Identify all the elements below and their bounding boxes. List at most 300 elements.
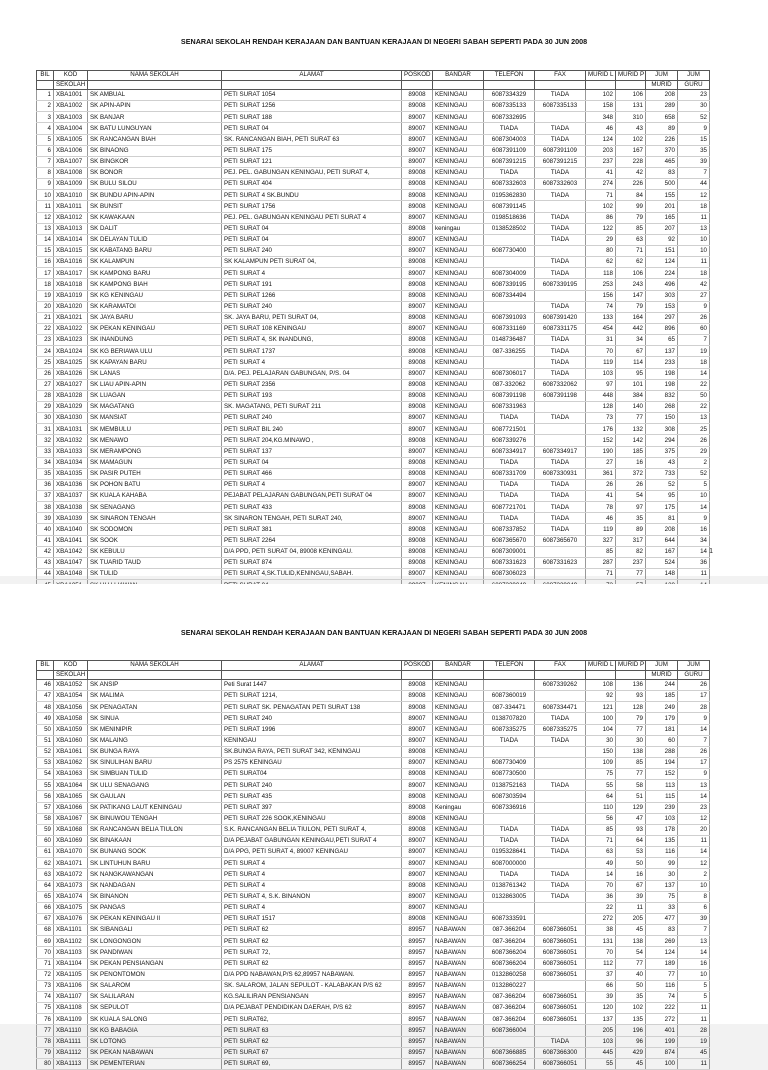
cell-jum-murid: 175 (646, 502, 678, 513)
cell-poskod: 89957 (402, 1058, 433, 1069)
cell-bil: 40 (37, 524, 54, 535)
cell-alamat: SK. RANCANGAN BIAH, PETI SURAT 63 (222, 134, 402, 145)
cell-jum-murid: 189 (646, 958, 678, 969)
cell-bandar: KENINGAU (433, 179, 484, 190)
cell-murid-l: 66 (586, 980, 616, 991)
cell-jum-guru: 13 (678, 936, 710, 947)
cell-jum-guru: 52 (678, 112, 710, 123)
table-row (37, 435, 710, 446)
cell-murid-p: 54 (616, 947, 646, 958)
cell-telefon: 6087303594 (484, 791, 535, 802)
cell-jum-murid: 269 (646, 936, 678, 947)
cell-kod-sekolah: XBA1037 (54, 491, 88, 502)
cell-alamat: PETI SURAT 435 (222, 791, 402, 802)
cell-murid-l: 119 (586, 357, 616, 368)
cell-fax: 6087334917 (535, 446, 586, 457)
cell-bandar: KENINGAU (433, 424, 484, 435)
cell-nama-sekolah: SK MANSIAT (88, 413, 222, 424)
cell-murid-p: 84 (616, 190, 646, 201)
cell-telefon: TIADA (484, 491, 535, 502)
cell-poskod: 89008 (402, 557, 433, 568)
table-row (37, 491, 710, 502)
cell-bandar: KENINGAU (433, 312, 484, 323)
cell-poskod: 89008 (402, 167, 433, 178)
cell-murid-l: 361 (586, 468, 616, 479)
cell-fax (535, 546, 586, 557)
cell-kod-sekolah: XBA1063 (54, 769, 88, 780)
cell-bandar: KENINGAU (433, 201, 484, 212)
cell-poskod: 89008 (402, 435, 433, 446)
table-header-row (37, 71, 710, 81)
cell-telefon: 6087360019 (484, 691, 535, 702)
cell-bandar: KENINGAU (433, 569, 484, 580)
header-fax: FAX (535, 71, 586, 81)
cell-murid-l: 108 (586, 680, 616, 691)
cell-kod-sekolah: XBA1056 (54, 702, 88, 713)
cell-alamat: PS 2575 KENINGAU (222, 757, 402, 768)
cell-kod-sekolah: XBA1066 (54, 802, 88, 813)
cell-alamat: PETI SURAT 397 (222, 802, 402, 813)
cell-kod-sekolah: XBA1011 (54, 201, 88, 212)
cell-poskod: 89007 (402, 858, 433, 869)
cell-murid-l: 49 (586, 858, 616, 869)
cell-jum-murid: 268 (646, 401, 678, 412)
cell-kod-sekolah: XBA1102 (54, 936, 88, 947)
cell-murid-p: 16 (616, 457, 646, 468)
cell-fax: TIADA (535, 524, 586, 535)
cell-bandar: KENINGAU (433, 413, 484, 424)
cell-nama-sekolah: SK RANCANGAN BELIA TIULON (88, 824, 222, 835)
cell-jum-guru: 22 (678, 379, 710, 390)
cell-poskod: 89957 (402, 991, 433, 1002)
cell-kod-sekolah: XBA1111 (54, 1036, 88, 1047)
cell-murid-p: 77 (616, 769, 646, 780)
cell-telefon: 087-366204 (484, 1003, 535, 1014)
cell-murid-p: 106 (616, 90, 646, 101)
cell-fax: TIADA (535, 368, 586, 379)
cell-kod-sekolah: XBA1068 (54, 824, 88, 835)
cell-telefon: 6087306017 (484, 368, 535, 379)
table-body (37, 680, 710, 1070)
cell-nama-sekolah: SK SINARON TENGAH (88, 513, 222, 524)
cell-bandar: KENINGAU (433, 446, 484, 457)
cell-kod-sekolah: XBA1035 (54, 468, 88, 479)
cell-jum-guru: 18 (678, 268, 710, 279)
cell-murid-p: 45 (616, 925, 646, 936)
cell-bandar: KENINGAU (433, 479, 484, 490)
cell-nama-sekolah: SK LOTONG (88, 1036, 222, 1047)
cell-jum-murid: 297 (646, 312, 678, 323)
cell-alamat: PETI SURAT 63 (222, 1025, 402, 1036)
cell-nama-sekolah: SK BUNANG SOOK (88, 847, 222, 858)
cell-bandar: KENINGAU (433, 824, 484, 835)
cell-telefon: 6087000000 (484, 858, 535, 869)
cell-telefon (484, 257, 535, 268)
cell-poskod: 89008 (402, 357, 433, 368)
cell-bil: 18 (37, 279, 54, 290)
cell-fax (535, 245, 586, 256)
cell-bil: 60 (37, 835, 54, 846)
cell-jum-murid: 83 (646, 167, 678, 178)
cell-telefon: 6087334329 (484, 90, 535, 101)
cell-bandar: KENINGAU (433, 457, 484, 468)
cell-bil: 30 (37, 413, 54, 424)
cell-bandar: KENINGAU (433, 190, 484, 201)
cell-kod-sekolah: XBA1021 (54, 312, 88, 323)
header-jum-guru-2: GURU (678, 80, 710, 90)
cell-bandar: KENINGAU (433, 535, 484, 546)
cell-nama-sekolah: SK PENAGATAN (88, 702, 222, 713)
cell-jum-guru: 11 (678, 212, 710, 223)
cell-poskod: 89007 (402, 301, 433, 312)
table-row (37, 1047, 710, 1058)
cell-poskod: 89008 (402, 312, 433, 323)
cell-telefon: 6087304009 (484, 268, 535, 279)
cell-kod-sekolah: XBA1072 (54, 869, 88, 880)
cell-kod-sekolah: XBA1001 (54, 90, 88, 101)
cell-murid-l: 80 (586, 245, 616, 256)
cell-bandar: KENINGAU (433, 847, 484, 858)
table-row (37, 546, 710, 557)
cell-poskod: 89008 (402, 390, 433, 401)
cell-jum-murid: 874 (646, 1047, 678, 1058)
cell-murid-l: 156 (586, 290, 616, 301)
header-poskod-2 (402, 670, 433, 680)
cell-jum-murid: 288 (646, 746, 678, 757)
table-row (37, 401, 710, 412)
cell-murid-l: 36 (586, 891, 616, 902)
cell-fax: TIADA (535, 413, 586, 424)
cell-fax: TIADA (535, 212, 586, 223)
cell-jum-murid: 303 (646, 290, 678, 301)
cell-kod-sekolah: XBA1015 (54, 245, 88, 256)
cell-murid-l: 131 (586, 936, 616, 947)
cell-alamat: SK SINARON TENGAH, PETI SURAT 240, (222, 513, 402, 524)
cell-jum-guru: 11 (678, 1003, 710, 1014)
cell-murid-p: 34 (616, 335, 646, 346)
cell-fax (535, 791, 586, 802)
cell-murid-p: 40 (616, 969, 646, 980)
cell-jum-guru: 26 (678, 746, 710, 757)
table-row (37, 1025, 710, 1036)
cell-alamat: D/A PPG, PETI SURAT 4, 89007 KENINGAU (222, 847, 402, 858)
cell-alamat: PETI SURAT 874 (222, 557, 402, 568)
cell-bil: 75 (37, 1003, 54, 1014)
cell-jum-murid: 733 (646, 468, 678, 479)
cell-murid-l: 92 (586, 691, 616, 702)
cell-jum-guru: 25 (678, 424, 710, 435)
cell-murid-l: 445 (586, 1047, 616, 1058)
cell-fax: 6087331175 (535, 323, 586, 334)
cell-fax (535, 858, 586, 869)
cell-poskod: 89007 (402, 724, 433, 735)
cell-bil: 65 (37, 891, 54, 902)
header-poskod-2 (402, 80, 433, 90)
cell-fax (535, 746, 586, 757)
cell-nama-sekolah: SK LINTUHUN BARU (88, 858, 222, 869)
cell-nama-sekolah: SK MENINIPIR (88, 724, 222, 735)
cell-fax: TIADA (535, 880, 586, 891)
table-row (37, 234, 710, 245)
cell-fax: TIADA (535, 357, 586, 368)
cell-jum-guru: 12 (678, 858, 710, 869)
cell-murid-p: 53 (616, 847, 646, 858)
cell-murid-l: 152 (586, 435, 616, 446)
cell-murid-p: 85 (616, 223, 646, 234)
cell-nama-sekolah: SK KUALA KAHABA (88, 491, 222, 502)
cell-nama-sekolah: SK SALAROM (88, 980, 222, 991)
cell-telefon: 6087730500 (484, 769, 535, 780)
cell-fax: TIADA (535, 234, 586, 245)
cell-murid-l: 128 (586, 401, 616, 412)
cell-alamat: PETI SURAT 121 (222, 156, 402, 167)
cell-murid-l: 158 (586, 101, 616, 112)
cell-fax: 6087391109 (535, 145, 586, 156)
cell-kod-sekolah: XBA1026 (54, 368, 88, 379)
cell-telefon: 0138752163 (484, 780, 535, 791)
header-nama-2 (88, 80, 222, 90)
cell-nama-sekolah: SK ANSIP (88, 680, 222, 691)
cell-murid-l: 27 (586, 457, 616, 468)
cell-telefon: 6087331623 (484, 557, 535, 568)
cell-alamat: PETI SURAT 240 (222, 301, 402, 312)
cell-alamat: PETI SURAT 1214, (222, 691, 402, 702)
cell-fax: TIADA (535, 268, 586, 279)
cell-fax: 6087366051 (535, 1014, 586, 1025)
cell-poskod: 89008 (402, 379, 433, 390)
cell-alamat: PETI SURAT 240 (222, 780, 402, 791)
cell-murid-l: 119 (586, 524, 616, 535)
cell-kod-sekolah: XBA1073 (54, 880, 88, 891)
cell-jum-guru: 11 (678, 835, 710, 846)
cell-jum-guru: 11 (678, 257, 710, 268)
cell-bil: 25 (37, 357, 54, 368)
cell-bil: 70 (37, 947, 54, 958)
cell-jum-murid: 375 (646, 446, 678, 457)
cell-telefon: TIADA (484, 835, 535, 846)
cell-poskod: 89957 (402, 1047, 433, 1058)
cell-bandar: KENINGAU (433, 491, 484, 502)
cell-nama-sekolah: SK SIMBUAN TULID (88, 769, 222, 780)
header-murid-l-2 (586, 80, 616, 90)
cell-bil: 1 (37, 90, 54, 101)
cell-kod-sekolah: XBA1041 (54, 535, 88, 546)
cell-fax: 6087366051 (535, 1003, 586, 1014)
cell-telefon: 087-366204 (484, 936, 535, 947)
cell-jum-guru: 26 (678, 680, 710, 691)
cell-telefon: 6087730409 (484, 757, 535, 768)
cell-jum-guru: 9 (678, 769, 710, 780)
cell-fax (535, 569, 586, 580)
cell-jum-murid: 308 (646, 424, 678, 435)
cell-jum-murid: 95 (646, 491, 678, 502)
table-row (37, 557, 710, 568)
cell-bandar: KENINGAU (433, 735, 484, 746)
cell-poskod: 89007 (402, 234, 433, 245)
cell-murid-p: 93 (616, 691, 646, 702)
header-bandar-2 (433, 80, 484, 90)
cell-fax: 6087391198 (535, 390, 586, 401)
table-row (37, 969, 710, 980)
cell-telefon: TIADA (484, 413, 535, 424)
cell-bil: 79 (37, 1047, 54, 1058)
cell-nama-sekolah: SK BULU SILOU (88, 179, 222, 190)
cell-bil: 51 (37, 735, 54, 746)
cell-poskod: 89007 (402, 112, 433, 123)
cell-jum-guru: 20 (678, 824, 710, 835)
cell-fax: 6087366051 (535, 1058, 586, 1069)
cell-murid-l: 97 (586, 379, 616, 390)
cell-telefon: 6087336916 (484, 802, 535, 813)
cell-alamat: D/A PEJABAT PENDIDIKAN DAERAH, P/S 62 (222, 1003, 402, 1014)
cell-telefon: 6087365670 (484, 535, 535, 546)
cell-bil: 53 (37, 757, 54, 768)
cell-alamat: PETI SURAT 1517 (222, 913, 402, 924)
cell-kod-sekolah: XBA1030 (54, 413, 88, 424)
table-row (37, 201, 710, 212)
cell-poskod: 89008 (402, 813, 433, 824)
cell-murid-l: 124 (586, 134, 616, 145)
cell-bil: 23 (37, 335, 54, 346)
cell-kod-sekolah: XBA1108 (54, 1003, 88, 1014)
cell-jum-guru: 13 (678, 223, 710, 234)
cell-alamat: PEJ. PEL. GABUNGAN KENINGAU PETI SURAT 4 (222, 212, 402, 223)
table-row (37, 980, 710, 991)
cell-murid-l: 70 (586, 346, 616, 357)
cell-jum-guru: 34 (678, 535, 710, 546)
cell-murid-p: 64 (616, 835, 646, 846)
cell-kod-sekolah: XBA1002 (54, 101, 88, 112)
cell-murid-l: 103 (586, 368, 616, 379)
cell-poskod: 89008 (402, 201, 433, 212)
cell-murid-p: 47 (616, 813, 646, 824)
cell-bil: 27 (37, 379, 54, 390)
cell-jum-murid: 99 (646, 858, 678, 869)
cell-jum-murid: 249 (646, 702, 678, 713)
cell-murid-p: 89 (616, 524, 646, 535)
cell-alamat: PETI SURAT 226 SOOK,KENINGAU (222, 813, 402, 824)
cell-alamat: PETI SURAT 4,SK.TULID,KENINGAU,SABAH. (222, 569, 402, 580)
cell-alamat: PETI SURAT 4, S.K. BINANON (222, 891, 402, 902)
cell-bil: 16 (37, 257, 54, 268)
cell-murid-p: 77 (616, 724, 646, 735)
cell-jum-murid: 289 (646, 101, 678, 112)
cell-poskod: 89008 (402, 502, 433, 513)
table-row (37, 379, 710, 390)
cell-fax: 6087332062 (535, 379, 586, 390)
cell-bandar: NABAWAN (433, 980, 484, 991)
cell-telefon: 6087332695 (484, 112, 535, 123)
cell-bil: 57 (37, 802, 54, 813)
cell-murid-l: 120 (586, 1003, 616, 1014)
cell-poskod: 89008 (402, 802, 433, 813)
cell-nama-sekolah: SK NANDAGAN (88, 880, 222, 891)
cell-bil: 20 (37, 301, 54, 312)
table-row (37, 569, 710, 580)
cell-poskod: 89008 (402, 791, 433, 802)
cell-nama-sekolah: SK KG BABAGIA (88, 1025, 222, 1036)
cell-fax (535, 1025, 586, 1036)
cell-fax: 6087366051 (535, 925, 586, 936)
cell-bandar: KENINGAU (433, 134, 484, 145)
cell-jum-guru: 50 (678, 390, 710, 401)
cell-poskod: 89008 (402, 279, 433, 290)
cell-fax: 6087335133 (535, 101, 586, 112)
table-row (37, 847, 710, 858)
cell-kod-sekolah: XBA1022 (54, 323, 88, 334)
cell-telefon: 6087391198 (484, 390, 535, 401)
cell-murid-p: 96 (616, 1036, 646, 1047)
cell-alamat: PETI SURAT 381 (222, 524, 402, 535)
cell-murid-l: 63 (586, 847, 616, 858)
cell-telefon: 087-334471 (484, 702, 535, 713)
header-telefon-2 (484, 670, 535, 680)
cell-nama-sekolah: SK MALAING (88, 735, 222, 746)
cell-murid-p: 167 (616, 145, 646, 156)
cell-telefon: TIADA (484, 167, 535, 178)
cell-bandar: KENINGAU (433, 101, 484, 112)
table-row (37, 357, 710, 368)
cell-fax (535, 802, 586, 813)
cell-jum-guru: 11 (678, 1058, 710, 1069)
header-bil: BIL (37, 661, 54, 671)
cell-alamat: PETI SURAT 1737 (222, 346, 402, 357)
cell-jum-murid: 89 (646, 123, 678, 134)
cell-jum-murid: 155 (646, 190, 678, 201)
cell-poskod: 89007 (402, 902, 433, 913)
table-row (37, 268, 710, 279)
cell-nama-sekolah: SK SOOK (88, 535, 222, 546)
cell-nama-sekolah: SK KABATANG BARU (88, 245, 222, 256)
cell-jum-guru: 22 (678, 401, 710, 412)
cell-nama-sekolah: SK PANDIWAN (88, 947, 222, 958)
cell-bil: 62 (37, 858, 54, 869)
cell-murid-l: 70 (586, 880, 616, 891)
cell-telefon: 0138761342 (484, 880, 535, 891)
cell-bil: 22 (37, 323, 54, 334)
cell-jum-murid: 113 (646, 780, 678, 791)
cell-alamat: PETI SURAT 191 (222, 279, 402, 290)
cell-bil: 68 (37, 925, 54, 936)
cell-jum-murid: 77 (646, 969, 678, 980)
cell-murid-l: 71 (586, 835, 616, 846)
cell-nama-sekolah: SK ULU SENAGANG (88, 780, 222, 791)
cell-telefon (484, 357, 535, 368)
cell-jum-murid: 226 (646, 134, 678, 145)
cell-murid-l: 348 (586, 112, 616, 123)
cell-fax: TIADA (535, 824, 586, 835)
cell-telefon: 6087339195 (484, 279, 535, 290)
cell-jum-guru: 14 (678, 368, 710, 379)
cell-bandar: KENINGAU (433, 335, 484, 346)
cell-poskod: 89957 (402, 1014, 433, 1025)
cell-alamat: PETI SURAT 1996 (222, 724, 402, 735)
cell-fax: TIADA (535, 891, 586, 902)
cell-alamat: SK. JAYA BARU, PETI SURAT 04, (222, 312, 402, 323)
table-row (37, 524, 710, 535)
cell-poskod: 89008 (402, 179, 433, 190)
cell-murid-p: 82 (616, 546, 646, 557)
cell-nama-sekolah: SK JAYA BARU (88, 312, 222, 323)
cell-bandar: KENINGAU (433, 368, 484, 379)
header-kod-2: SEKOLAH (54, 670, 88, 680)
cell-bandar: NABAWAN (433, 1025, 484, 1036)
cell-poskod: 89957 (402, 958, 433, 969)
cell-murid-l: 22 (586, 902, 616, 913)
cell-kod-sekolah: XBA1013 (54, 223, 88, 234)
cell-bandar: NABAWAN (433, 958, 484, 969)
cell-fax: TIADA (535, 301, 586, 312)
